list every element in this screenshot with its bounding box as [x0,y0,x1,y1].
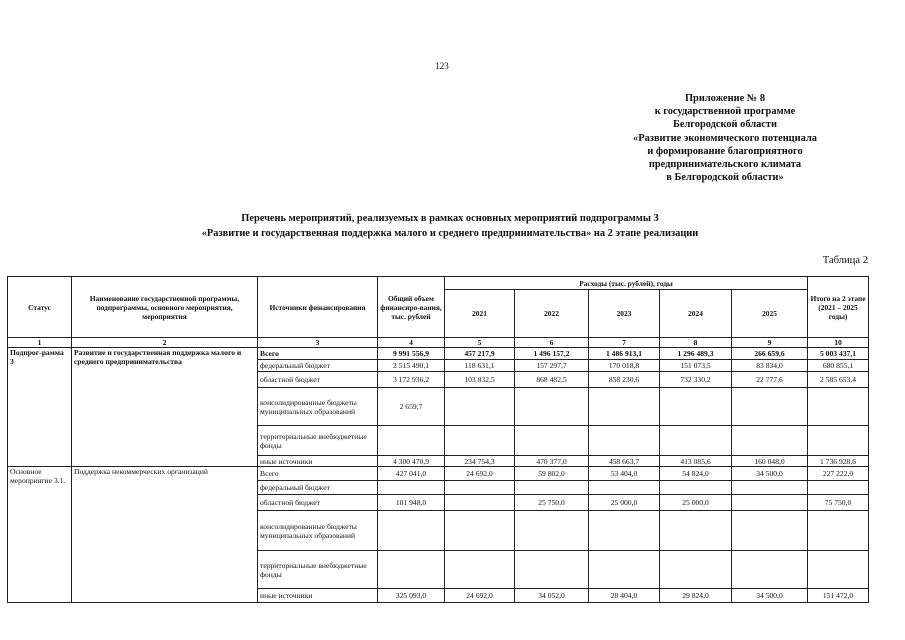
header-sources: Источники финансирования [258,277,378,338]
year-cell: 54 824,0 [660,467,732,481]
year-cell [732,511,808,551]
column-number: 6 [515,338,589,348]
source-cell: Всего [258,348,378,360]
total-cell: 2 515 490,1 [378,360,445,372]
year-cell [515,511,589,551]
total-cell: 3 172 936,2 [378,372,445,388]
year-cell [732,426,808,456]
year-cell: 29 824,0 [660,589,732,603]
year-cell [515,426,589,456]
year-cell: 732 330,2 [660,372,732,388]
year-cell [660,551,732,589]
year-cell [515,481,589,495]
total-cell [378,511,445,551]
itogo-cell: 75 750,0 [808,495,869,511]
year-cell: 118 631,1 [445,360,515,372]
year-cell: 22 777,6 [732,372,808,388]
year-cell [445,495,515,511]
year-cell: 458 663,7 [589,456,660,467]
header-itogo: Итого на 2 этапе (2021 – 2025 годы) [808,277,869,338]
year-cell: 34 052,0 [515,589,589,603]
year-cell: 1 296 489,3 [660,348,732,360]
year-cell [589,388,660,426]
column-number: 8 [660,338,732,348]
itogo-cell: 5 003 437,1 [808,348,869,360]
year-cell [732,481,808,495]
year-cell: 59 802,0 [515,467,589,481]
year-cell [660,388,732,426]
itogo-cell: 151 472,0 [808,589,869,603]
appendix-header [560,92,890,184]
year-cell [732,495,808,511]
header-year: 2024 [660,290,732,338]
source-cell: иные источники [258,456,378,467]
column-number: 4 [378,338,445,348]
header-year: 2022 [515,290,589,338]
year-cell [515,388,589,426]
appendix-line: предпринимательского климата [648,159,802,171]
appendix-line: Приложение № 8 [684,93,766,104]
column-number: 2 [72,338,258,348]
year-cell [732,388,808,426]
year-cell: 234 754,3 [445,456,515,467]
itogo-cell: 2 585 653,4 [808,372,869,388]
year-cell: 25 750,0 [515,495,589,511]
total-cell: 101 948,0 [378,495,445,511]
year-cell: 25 000,0 [589,495,660,511]
appendix-line: Белгородской области [673,119,777,131]
header-name: Наименование государственной программы, подпрограммы, основного мероприятия, мероприятия [72,277,258,338]
column-number: 10 [808,338,869,348]
year-cell [732,551,808,589]
total-cell: 9 991 556,9 [378,348,445,360]
appendix-line: и формирование благоприятного [647,145,803,157]
year-cell: 24 692,0 [445,589,515,603]
total-cell [378,481,445,495]
table-row [8,467,869,481]
table-row [8,348,869,360]
measure-name-cell: Поддержка некоммерческих организаций [72,467,258,603]
itogo-cell [808,551,869,589]
year-cell: 157 297,7 [515,360,589,372]
header-year: 2025 [732,290,808,338]
header-total-volume: Общий объем финансиро-вания, тыс. рублей [378,277,445,338]
itogo-cell: 227 222,0 [808,467,869,481]
total-cell: 325 093,0 [378,589,445,603]
document-title [100,211,800,241]
source-cell: иные источники [258,589,378,603]
measures-table [7,276,869,603]
column-number: 7 [589,338,660,348]
year-cell: 103 832,5 [445,372,515,388]
total-cell [378,551,445,589]
header-expenses: Расходы (тыс. рублей), годы [445,277,808,290]
column-number: 1 [8,338,72,348]
year-cell: 151 073,5 [660,360,732,372]
year-cell [445,551,515,589]
appendix-line: в Белгородской области» [666,172,784,184]
itogo-cell [808,481,869,495]
itogo-cell: 680 855,1 [808,360,869,372]
column-number: 5 [445,338,515,348]
itogo-cell: 1 736 928,6 [808,456,869,467]
year-cell: 868 482,5 [515,372,589,388]
status-cell: Подпрог-рамма 3 [8,348,72,467]
year-cell: 53 404,0 [589,467,660,481]
total-cell: 2 659,7 [378,388,445,426]
year-cell: 1 496 157,2 [515,348,589,360]
year-cell: 413 085,6 [660,456,732,467]
appendix-line: «Развитие экономического потенциала [633,132,817,144]
year-cell [589,481,660,495]
year-cell: 34 500,0 [732,467,808,481]
header-year: 2023 [589,290,660,338]
source-cell: территориальные внебюджетные фонды [258,551,378,589]
year-cell [589,426,660,456]
status-cell: Основное мероприятие 3.1. [8,467,72,603]
source-cell: федеральный бюджет [258,360,378,372]
year-cell [660,426,732,456]
source-cell: областной бюджет [258,495,378,511]
source-cell: консолидированные бюджеты муниципальных образований [258,388,378,426]
year-cell [445,426,515,456]
year-cell: 160 048,0 [732,456,808,467]
total-cell [378,426,445,456]
title-line-2: «Развитие и государственная поддержка малого и среднего предпринимательства» на 2 этапе реализации [201,228,699,239]
itogo-cell [808,511,869,551]
year-cell: 24 692,0 [445,467,515,481]
year-cell: 34 500,0 [732,589,808,603]
page-number: 123 [435,61,449,71]
year-cell: 83 834,0 [732,360,808,372]
year-cell [589,551,660,589]
year-cell [445,481,515,495]
year-cell [515,551,589,589]
year-cell: 1 486 913,1 [589,348,660,360]
table-label: Таблица 2 [822,255,868,266]
year-cell: 470 377,0 [515,456,589,467]
year-cell [589,511,660,551]
total-cell: 427 041,0 [378,467,445,481]
year-cell [660,481,732,495]
source-cell: областной бюджет [258,372,378,388]
measure-name-cell: Развитие и государственная поддержка малого и среднего предпринимательства [72,348,258,467]
source-cell: федеральный бюджет [258,481,378,495]
title-line-1: Перечень мероприятий, реализуемых в рамках основных мероприятий подпрограммы 3 [241,213,659,224]
year-cell [660,511,732,551]
header-year: 2021 [445,290,515,338]
year-cell: 170 018,8 [589,360,660,372]
total-cell: 4 300 470,9 [378,456,445,467]
year-cell: 457 217,9 [445,348,515,360]
itogo-cell [808,388,869,426]
source-cell: Всего [258,467,378,481]
column-number: 3 [258,338,378,348]
header-status: Статус [8,277,72,338]
year-cell [445,388,515,426]
year-cell: 858 230,6 [589,372,660,388]
column-number: 9 [732,338,808,348]
source-cell: территориальные внебюджетные фонды [258,426,378,456]
year-cell: 25 000,0 [660,495,732,511]
itogo-cell [808,426,869,456]
year-cell [445,511,515,551]
year-cell: 266 659,6 [732,348,808,360]
appendix-line: к государственной программе [654,106,796,118]
year-cell: 28 404,0 [589,589,660,603]
source-cell: консолидированные бюджеты муниципальных образований [258,511,378,551]
